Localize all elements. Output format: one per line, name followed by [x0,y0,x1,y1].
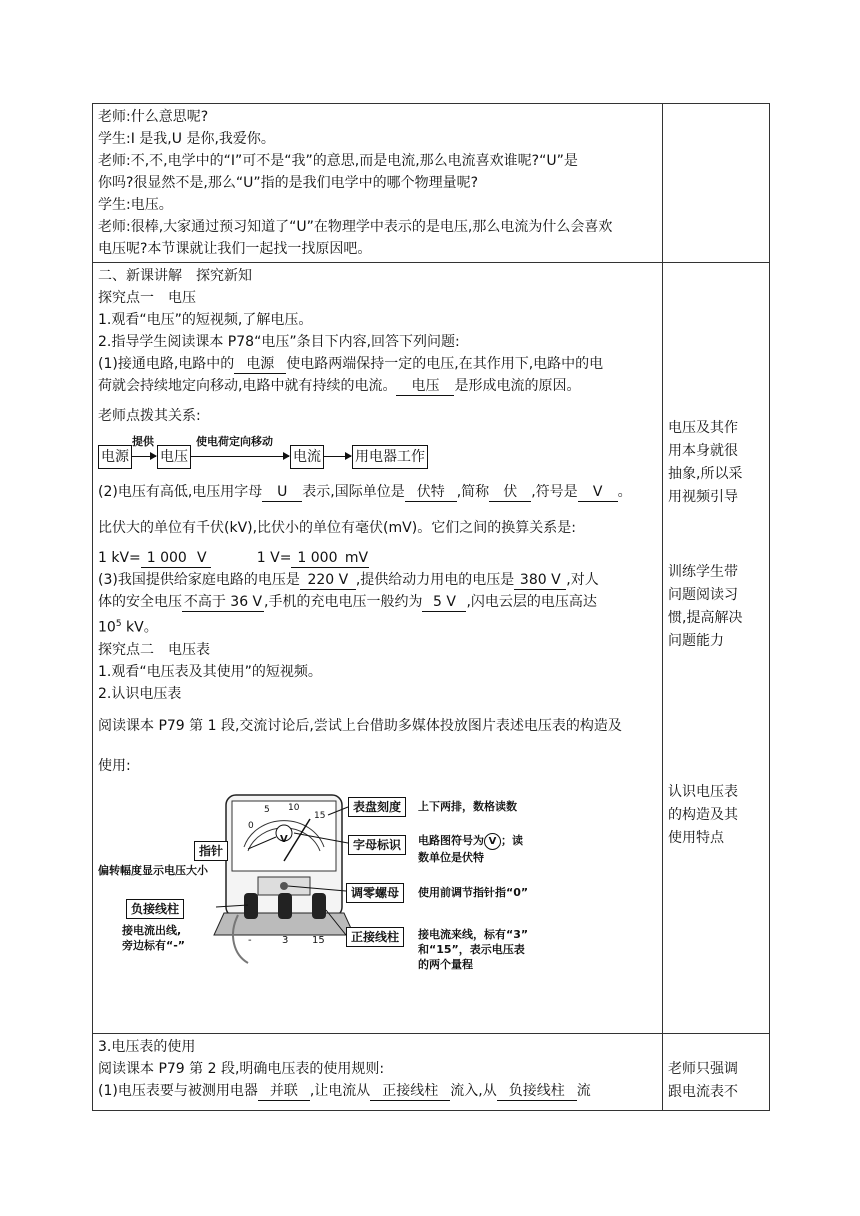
dialogue-line: 学生:电压。 [98,197,173,213]
units-line: 比伏大的单位有千伏(kV),比伏小的单位有毫伏(mV)。它们之间的换算关系是: [98,520,576,536]
answer-blank: 1 000 [141,549,193,568]
answer-blank: 1 000 [291,549,343,568]
voltmeter-symbol-icon: V [484,833,501,850]
item: 2.指导学生阅读课本 P78“电压”条目下内容,回答下列问题: [98,334,460,350]
question-3-cont: 体的安全电压 不高于 36 V ,手机的充电电压一般约为 5 V ,闪电云层的电压高达 [98,594,597,610]
note-pointer: 偏转幅度显示电压大小 [98,863,208,877]
voltmeter-figure [98,785,657,985]
conversion-line: 1 kV= 1 000 V 1 V= 1 000 mV [98,550,369,566]
label-zero: 调零螺母 [346,883,404,903]
dialogue-line: 老师:什么意思呢? [98,109,209,125]
flow-box-voltage: 电压 [157,445,191,469]
scale-label: 0 [248,820,254,831]
question-1: (1)接通电路,电路中的 电源 使电路两端保持一定的电压,在其作用下,电路中的电 [98,356,604,372]
note-negative: 接电流出线, 旁边标有“-” [122,923,186,952]
note-dial: 上下两排，数格读数 [418,799,517,813]
label-negative: 负接线柱 [126,899,184,919]
item: 1.观看“电压表及其使用”的短视频。 [98,663,322,680]
side-note: 训练学生带 问题阅读习 惯,提高解决 问题能力 [668,564,743,649]
question-3: (3)我国提供给家庭电路的电压是 220 V ,提供给动力用电的电压是 380 V ,对人 [98,572,599,588]
side-note: 老师只强调 跟电流表不 [668,1061,738,1100]
answer-blank: 伏 [489,483,531,502]
section-title: 二、新课讲解 探究新知 [98,268,252,284]
side-cell [663,104,770,263]
usage-cell [93,1034,663,1111]
answer-blank: 电压 [396,377,454,396]
answer-blank: V [578,483,618,502]
answer-blank: 380 V [514,571,566,590]
answer-blank: U [262,483,302,502]
flow-label: 使电荷定向移动 [196,435,273,448]
flow-box-power: 电源 [98,445,132,469]
label-dial: 表盘刻度 [348,797,406,817]
side-cell [663,263,770,1034]
dialogue-cell [93,104,663,263]
scale-label: 5 [264,804,270,815]
flow-label: 提供 [132,435,154,448]
new-lesson-cell [93,263,663,1034]
scale-label: 10 [288,802,300,813]
label-pointer: 指针 [194,841,228,861]
answer-blank: 并联 [258,1082,310,1101]
reading-task: 使用: [98,757,131,774]
table-row [93,263,770,1034]
reading-task: 阅读课本 P79 第 1 段,交流讨论后,尝试上台借助多媒体投放图片表述电压表的构造及 [98,717,622,734]
answer-blank: 不高于 36 V [183,594,263,610]
dialogue-line: 学生:I 是我,U 是你,我爱你。 [98,131,275,147]
flow-diagram [98,431,657,475]
lesson-plan-table [92,103,770,1111]
flow-arrow [323,456,351,457]
terminal-label: - [248,934,252,946]
flow-arrow [190,456,289,457]
flow-arrow [131,456,156,457]
item: 1.观看“电压”的短视频,了解电压。 [98,312,313,328]
answer-blank: 电源 [234,355,286,374]
question-2: (2)电压有高低,电压用字母 U 表示,国际单位是 伏特 ,简称 伏 ,符号是 V 。 [98,484,632,500]
teacher-note: 老师点拨其关系: [98,408,201,424]
item: 2.认识电压表 [98,685,182,702]
table-row [93,1034,770,1111]
question-3-end: $10^5$ kV。 [98,619,158,636]
answer-blank: 负接线柱 [497,1082,577,1101]
note-letter: 电路图符号为 V ；读 数单位是伏特 [418,833,523,864]
label-letter: 字母标识 [348,835,406,855]
flow-box-current: 电流 [290,445,324,469]
rule-1: (1)电压表要与被测用电器 并联 ,让电流从 正接线柱 流入,从 负接线柱 流 [98,1083,591,1099]
side-note: 电压及其作 用本身就很 抽象,所以采 用视频引导 [668,420,743,505]
dialogue-line: 电压呢?本节课就让我们一起找一找原因吧。 [98,241,372,257]
flow-box-appliance: 用电器工作 [352,445,428,469]
terminal-label: 15 [312,934,325,946]
answer-blank: 正接线柱 [370,1082,450,1101]
note-positive: 接电流来线，标有“3” 和“15”，表示电压表 的两个量程 [418,927,529,971]
note-zero: 使用前调节指针指“0” [418,885,529,899]
side-note: 认识电压表 的构造及其 使用特点 [668,784,738,846]
point-title: 探究点二 电压表 [98,641,210,658]
answer-blank: 5 V [422,593,466,612]
answer-blank: 220 V [300,571,356,590]
point-title: 探究点一 电压 [98,290,196,306]
meter-v-symbol: V [280,833,288,845]
dialogue-line: 你吗?很显然不是,那么“U”指的是我们电学中的哪个物理量呢? [98,175,479,191]
answer-blank: 伏特 [405,483,457,502]
question-1-cont: 荷就会持续地定向移动,电路中就有持续的电流。 电压 是形成电流的原因。 [98,378,581,394]
label-positive: 正接线柱 [346,927,404,947]
reading-task: 阅读课本 P79 第 2 段,明确电压表的使用规则: [98,1061,385,1077]
dialogue-line: 老师:很棒,大家通过预习知道了“U”在物理学中表示的是电压,那么电流为什么会喜欢 [98,219,613,235]
section-title: 3.电压表的使用 [98,1039,196,1055]
dialogue-line: 老师:不,不,电学中的“I”可不是“我”的意思,而是电流,那么电流喜欢谁呢?“U”是 [98,153,578,169]
terminal-label: 3 [282,934,289,946]
table-row [93,104,770,263]
side-cell [663,1034,770,1111]
scale-label: 15 [314,810,326,821]
